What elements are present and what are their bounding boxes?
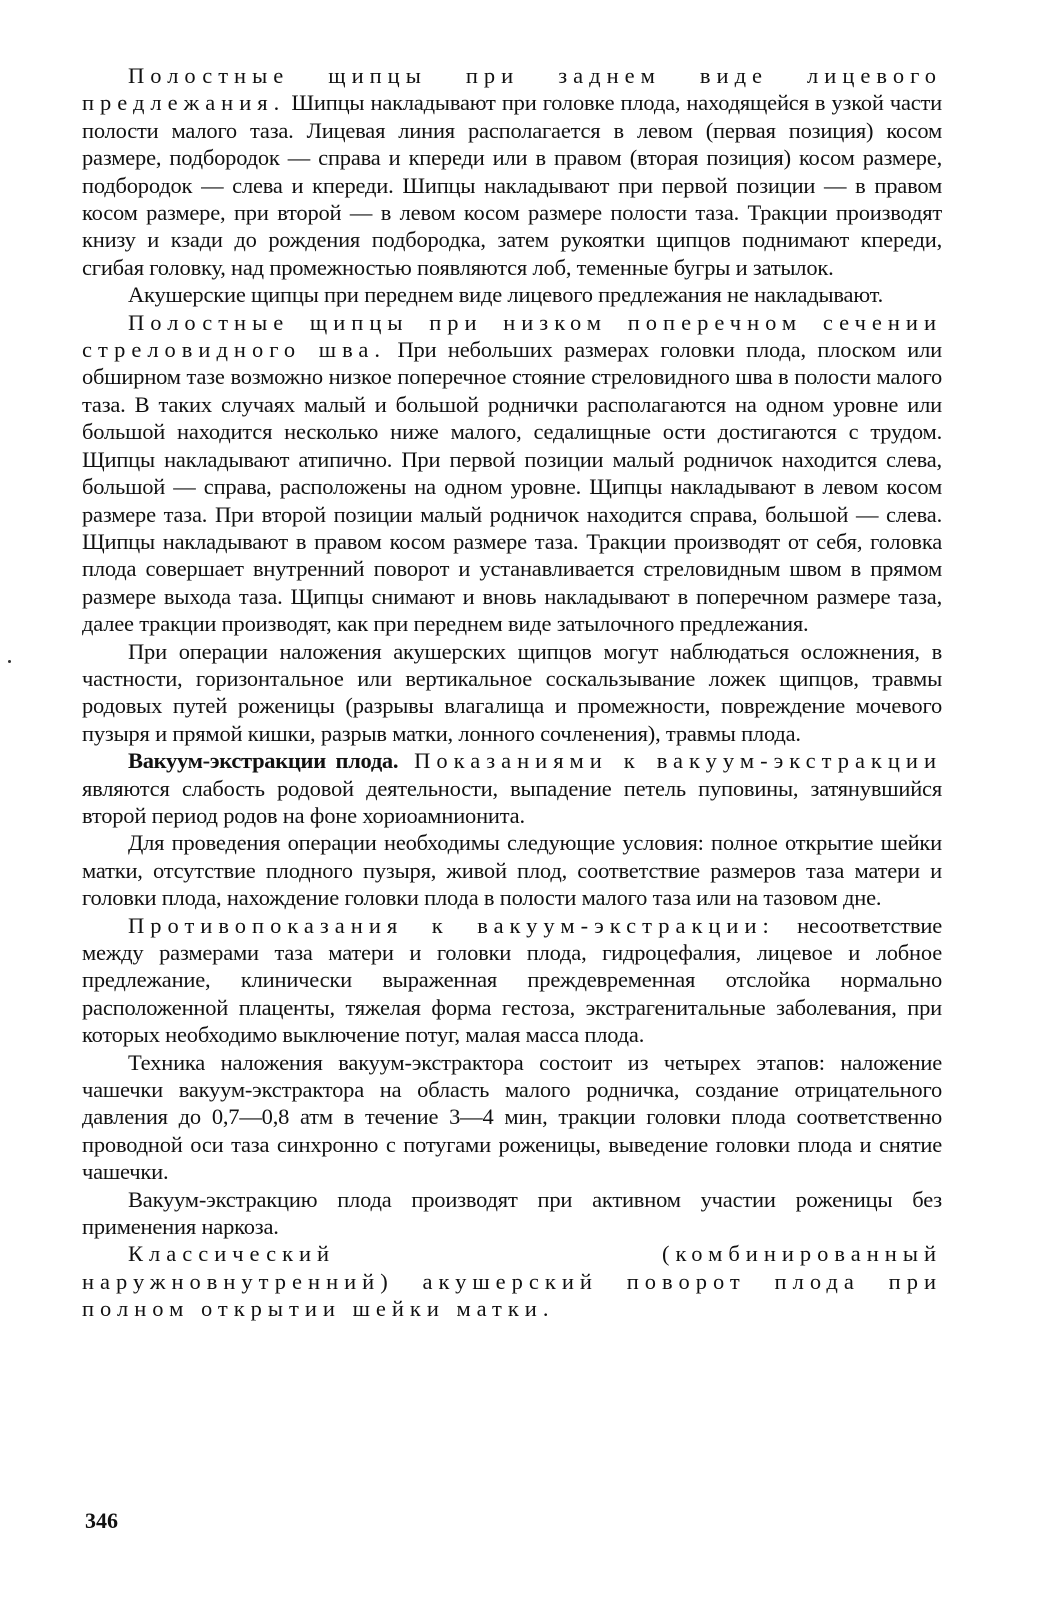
- paragraph: [82, 281, 942, 308]
- paragraph: [82, 1240, 942, 1322]
- paragraph-text: Акушерские щипцы при переднем виде лицевого предлежания не накладывают.: [128, 282, 883, 308]
- page-number: 346: [85, 1508, 118, 1533]
- bold-heading: Вакуум-экстракции плода.: [128, 748, 399, 774]
- paragraph-text: несоответствие между размерами таза матери и головки плода, гидроцефалия, лицевое и лобное предлежание, клинически выраженная преждевременная отслойка нормально расположенной плаценты, тяжелая форма гестоза, экстрагенитальные заболевания, при которых необходимо выключение потуг, малая масса плода.: [82, 912, 942, 1048]
- spaced-heading: Показаниями к вакуум-экстракции: [398, 748, 942, 774]
- paragraph: [82, 912, 942, 1049]
- spaced-heading: Противопоказания к вакуум-экстракции:: [128, 912, 775, 938]
- paragraph: [82, 747, 942, 829]
- page-body: [82, 62, 942, 1323]
- scan-speck: [8, 660, 11, 663]
- paragraph: [82, 1049, 942, 1186]
- paragraph-text: Для проведения операции необходимы следующие условия: полное открытие шейки матки, отсутствие плодного пузыря, живой плод, соответствие размеров таза матери и головки плода, нахождение головки плода в полости малого таза или на тазовом дне.: [82, 830, 942, 911]
- paragraph-text: Вакуум-экстракцию плода производят при активном участии роженицы без применения наркоза.: [82, 1186, 942, 1240]
- paragraph: [82, 638, 942, 748]
- paragraph: [82, 1186, 942, 1241]
- paragraph: [82, 309, 942, 638]
- paragraph-text: являются слабость родовой деятельности, выпадение петель пуповины, затянувшийся второй период родов на фоне хориоамнионита.: [82, 775, 942, 828]
- paragraph-text: Техника наложения вакуум-экстрактора состоит из четырех этапов: наложение чашечки вакуум-экстрактора на область малого родничка, создание отрицательного давления до 0,7—0,8 атм в течение 3—4 мин, тракции головки плода соответственно проводной оси таза синхронно с потугами роженицы, выведение головки плода и снятие чашечки.: [82, 1049, 942, 1185]
- spaced-heading: Полостные щипцы при низком поперечном сечении стреловидного шва.: [82, 309, 942, 363]
- paragraph: [82, 62, 942, 281]
- paragraph: [82, 829, 942, 911]
- spaced-heading: Классический (комбинированный наружновнутренний) акушерский поворот плода при полном открытии шейки матки.: [82, 1241, 942, 1322]
- paragraph-text: Шипцы накладывают при головке плода, находящейся в узкой части полости малого таза. Лицевая линия располагается в левом (первая позиция) косом размере, подбородок — справа и кпереди или в правом (вторая позиция) косом размере, подбородок — слева и кпереди. Шипцы накладывают при первой позиции — в правом косом размере, при второй — в левом косом размере полости таза. Тракции производят книзу и кзади до рождения подбородка, затем рукоятки щипцов поднимают кпереди, сгибая головку, над промежностью появляются лоб, теменные бугры и затылок.: [82, 90, 942, 280]
- spaced-heading: Полостные щипцы при заднем виде лицевого предлежания.: [82, 63, 942, 116]
- paragraph-text: При небольших размерах головки плода, плоском или обширном тазе возможно низкое поперечное стояние стреловидного шва в полости малого таза. В таких случаях малый и большой роднички располагаются на одном уровне или большой находится несколько ниже малого, седалищные ости достигаются с трудом. Щипцы накладывают атипично. При первой позиции малый родничок находится слева, большой — справа, расположены на одном уровне. Щипцы накладывают в левом косом размере таза. При второй позиции малый родничок находится справа, большой — слева. Щипцы накладывают в правом косом размере таза. Тракции производят от себя, головка плода совершает внутренний поворот и устанавливается стреловидным швом в прямом размере выхода таза. Щипцы снимают и вновь накладывают в поперечном размере таза, далее тракции производят, как при переднем виде затылочного предлежания.: [82, 337, 942, 637]
- paragraph-text: При операции наложения акушерских щипцов могут наблюдаться осложнения, в частности, горизонтальное или вертикальное соскальзывание ложек щипцов, травмы родовых путей роженицы (разрывы влагалища и промежности, повреждение мочевого пузыря и прямой кишки, разрыв матки, лонного сочленения), травмы плода.: [82, 638, 942, 746]
